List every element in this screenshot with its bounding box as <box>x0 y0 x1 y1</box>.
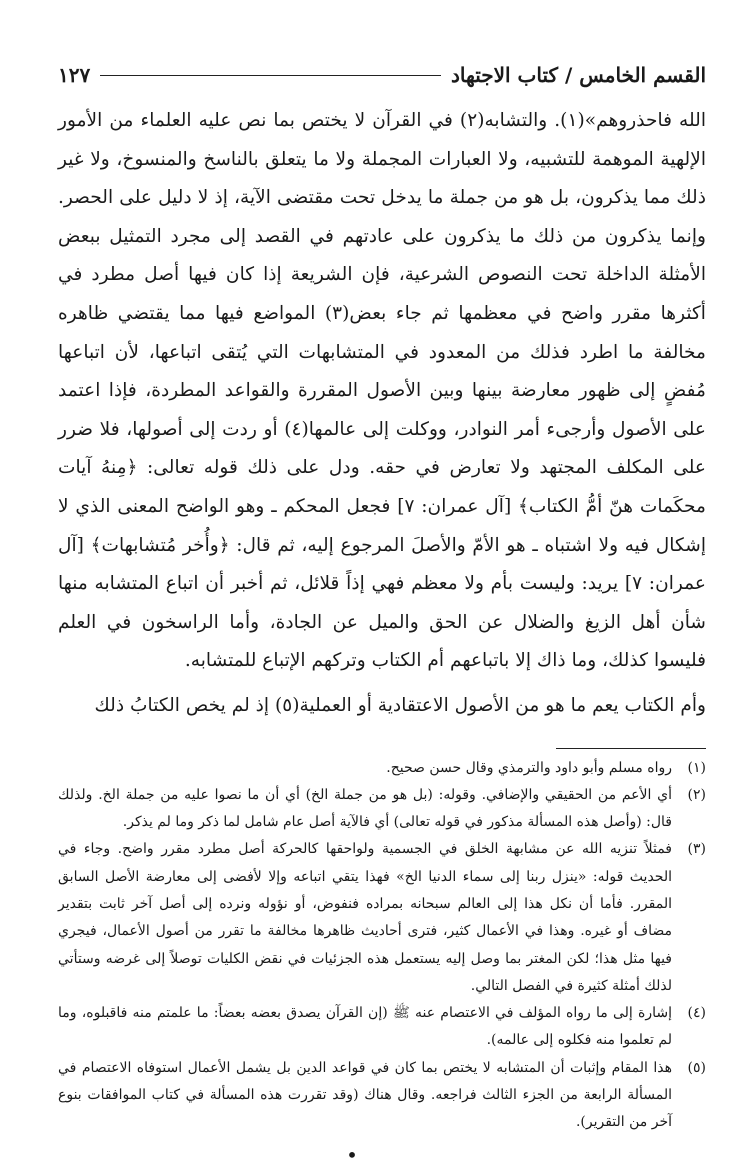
footnote-number: (١) <box>687 759 706 776</box>
running-header <box>58 58 706 92</box>
main-paragraph-2: وأم الكتاب يعم ما هو من الأصول الاعتقادية أو العملية(٥) إذ لم يخص الكتابُ ذلك <box>94 694 706 716</box>
footnote-separator <box>556 748 706 749</box>
footnote-text: رواه مسلم وأبو داود والترمذي وقال حسن صحيح. <box>386 759 672 776</box>
footnote-2 <box>58 782 706 837</box>
footnote-4 <box>58 1000 706 1055</box>
footnote-text: أي الأعم من الحقيقي والإضافي. وقوله: (بل هو من جملة الخ) أي أن ما نصوا عليه من جملة الخ. ولذلك قال: (وأصل هذه المسألة مذكور في قوله تعالى) أي فالآية أصل عام شامل لما ذكر وما لم يذكر. <box>58 786 672 831</box>
footnote-text: إشارة إلى ما رواه المؤلف في الاعتصام عنه ﷺ (إن القرآن يصدق بعضه بعضاً: ما علمتم منه فاقبلوه، وما لم تعلموا منه فكلوه إلى عالمه). <box>58 1005 672 1049</box>
footnote-1 <box>58 755 706 782</box>
footnote-text: هذا المقام وإثبات أن المتشابه لا يختص بما كان في قواعد الدين بل يشمل الأعمال استوفاه الاعتصام في المسألة الرابعة من الجزء الثالث فراجعه. وقال هناك (وقد تقررت هذه المسألة في كتاب الموافقات بنوع آخر من التقرير). <box>58 1059 672 1131</box>
footnote-number: (٣) <box>687 841 706 858</box>
footnote-number: (٤) <box>687 1005 706 1022</box>
footnote-5 <box>58 1055 706 1137</box>
footnote-text: فمثلاً تنزيه الله عن مشابهة الخلق في الجسمية ولواحقها كالحركة أصل مطرد مقرر واضح. وجاء في الحديث قوله: «ينزل ربنا إلى سماء الدنيا الخ» فهذا يتقي اتباعه وإلا لأفضى إلى معارضة الأصل السابق المقرر. فأما أن نكل هذا إلى العالم سبحانه بمراده فنفوض، أو نؤوله ونرده إلى أصل آخر ثابت بتقدير مضاف أو غيره. وهذا في الأعمال كثير، فترى أحاديث ظاهرها مخالفة ما تقرر من أصول الأعمال، فيجري فيها مثل هذا؛ لكن المغتر بما وصل إليه يستعمل هذه الجزئيات في نقض الكليات توصلاً إلى غرضه وستأتي لذلك أمثلة كثيرة في الفصل التالي. <box>58 841 672 994</box>
footnote-3 <box>58 836 706 1000</box>
trailing-mark: • <box>346 1142 358 1167</box>
main-paragraph-1: الله فاحذروهم»(١). والتشابه(٢) في القرآن لا يختص بما نص عليه العلماء من الأمور الإلهية الموهمة للتشبيه، ولا العبارات المجملة ولا ما يتعلق بالناسخ والمنسوخ، ولا غير ذلك مما يذكرون، بل هو من جملة ما يدخل تحت مقتضى الآية، إذ لا دليل على الحصر. وإنما يذكرون من ذلك ما يذكرون على عادتهم في القصد إلى مجرد التمثيل ببعض الأمثلة الداخلة تحت النصوص الشرعية، فإن الشريعة إذا كان فيها أصل مطرد في أكثرها مقرر واضح في معظمها ثم جاء بعض(٣) المواضع فيها مما يقتضي ظاهره مخالفة ما اطرد فذلك من المعدود في المتشابهات التي يُتقى اتباعها، لأن اتباعها مُفضٍ إلى ظهور معارضة بينها وبين الأصول المقررة والقواعد المطردة، فإذا اعتمد على الأصول وأرجىء أمر النوادر، ووكلت إلى عالمها(٤) أو ردت إلى أصولها، فلا ضرر على المكلف المجتهد ولا تعارض في حقه. ودل على ذلك قوله تعالى: ﴿مِنهُ آيات محكَمات هنّ أمُّ الكتاب﴾ [آل عمران: ٧] فجعل المحكم ـ وهو الواضح المعنى الذي لا إشكال فيه ولا اشتباه ـ هو الأمّ والأصلَ المرجوع إليه، ثم قال: ﴿وأُخر مُتشابهات﴾ [آل عمران: ٧] يريد: وليست بأم ولا معظم فهي إذاً قلائل، ثم أخبر أن اتباع المتشابه منها شأن أهل الزيغ والضلال عن الحق والميل عن الجادة، وأما الراسخون في العلم فليسوا كذلك، وما ذاك إلا باتباعهم أم الكتاب وتركهم الإتباع للمتشابه. <box>58 110 706 672</box>
main-text <box>58 102 706 726</box>
page-number: ١٢٧ <box>58 63 91 87</box>
footnote-number: (٥) <box>687 1059 706 1076</box>
footnotes <box>58 755 706 1137</box>
section-title: القسم الخامس / كتاب الاجتهاد <box>451 63 706 87</box>
book-page <box>58 58 706 1167</box>
footnote-number: (٢) <box>687 786 706 803</box>
header-rule <box>100 75 441 76</box>
